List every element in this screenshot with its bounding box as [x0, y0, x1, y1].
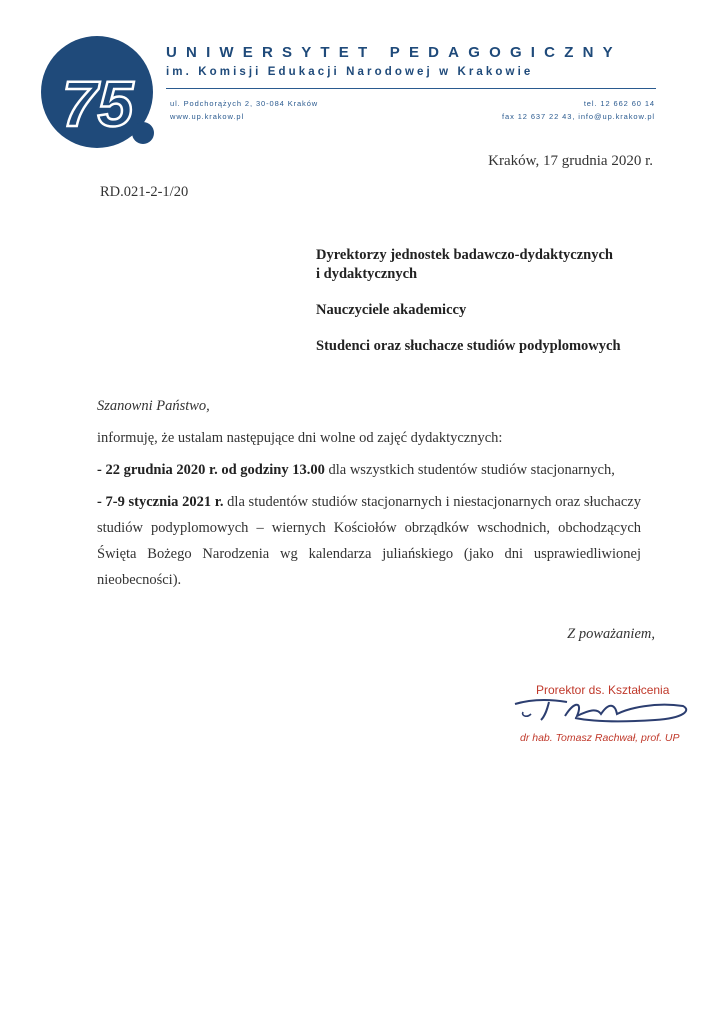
- letterhead-contact: [502, 97, 655, 123]
- svg-text:75: 75: [62, 68, 134, 140]
- salutation: Szanowni Państwo,: [97, 398, 210, 414]
- closing: Z poważaniem,: [567, 626, 655, 642]
- university-logo: [40, 34, 158, 152]
- letterhead-divider: [166, 88, 656, 89]
- fax-email: fax 12 637 22 43, info@up.krakow.pl: [502, 112, 655, 121]
- addressee-line: i dydaktycznych: [316, 266, 418, 282]
- phone-number: tel. 12 662 60 14: [583, 99, 655, 108]
- intro-paragraph: informuję, że ustalam następujące dni wolne od zajęć dydaktycznych:: [97, 430, 503, 446]
- address-line: ul. Podchorążych 2, 30-084 Kraków: [170, 99, 319, 108]
- addressee-block: [316, 246, 676, 373]
- addressee-line: Dyrektorzy jednostek badawczo-dydaktycznych: [316, 247, 613, 263]
- letter-date: Kraków, 17 grudnia 2020 r.: [488, 153, 653, 169]
- list-item-1-text: dla wszystkich studentów studiów stacjonarnych,: [324, 462, 615, 478]
- letterhead-address: [170, 97, 318, 123]
- list-item-2-text: dla studentów studiów stacjonarnych i niestacjonarnych oraz słuchaczy studiów podyplomowych – wiernych Kościołów obrządków wschodnich, obchodzących Święta Bożego Narodzenia wg kalendarza juliańskiego (jako dni usprawiedliwionej nieobecności).: [97, 494, 641, 588]
- reference-number: RD.021-2-1/20: [100, 184, 189, 200]
- signature-stamp-role: Prorektor ds. Kształcenia: [536, 683, 670, 697]
- university-name: UNIWERSYTET PEDAGOGICZNY: [166, 44, 622, 61]
- website-link[interactable]: www.up.krakow.pl: [170, 112, 245, 121]
- list-item-2: [97, 489, 641, 593]
- list-item-1: [97, 462, 637, 479]
- addressee-line: Nauczyciele akademiccy: [316, 302, 467, 318]
- addressee-line: Studenci oraz słuchacze studiów podyplomowych: [316, 338, 621, 354]
- list-item-2-date: - 7-9 stycznia 2021 r.: [97, 494, 224, 510]
- list-item-1-date: - 22 grudnia 2020 r. od godziny 13.00: [97, 462, 325, 478]
- signature-stamp-name: dr hab. Tomasz Rachwał, prof. UP: [520, 732, 680, 744]
- university-subtitle: im. Komisji Edukacji Narodowej w Krakowie: [166, 66, 534, 78]
